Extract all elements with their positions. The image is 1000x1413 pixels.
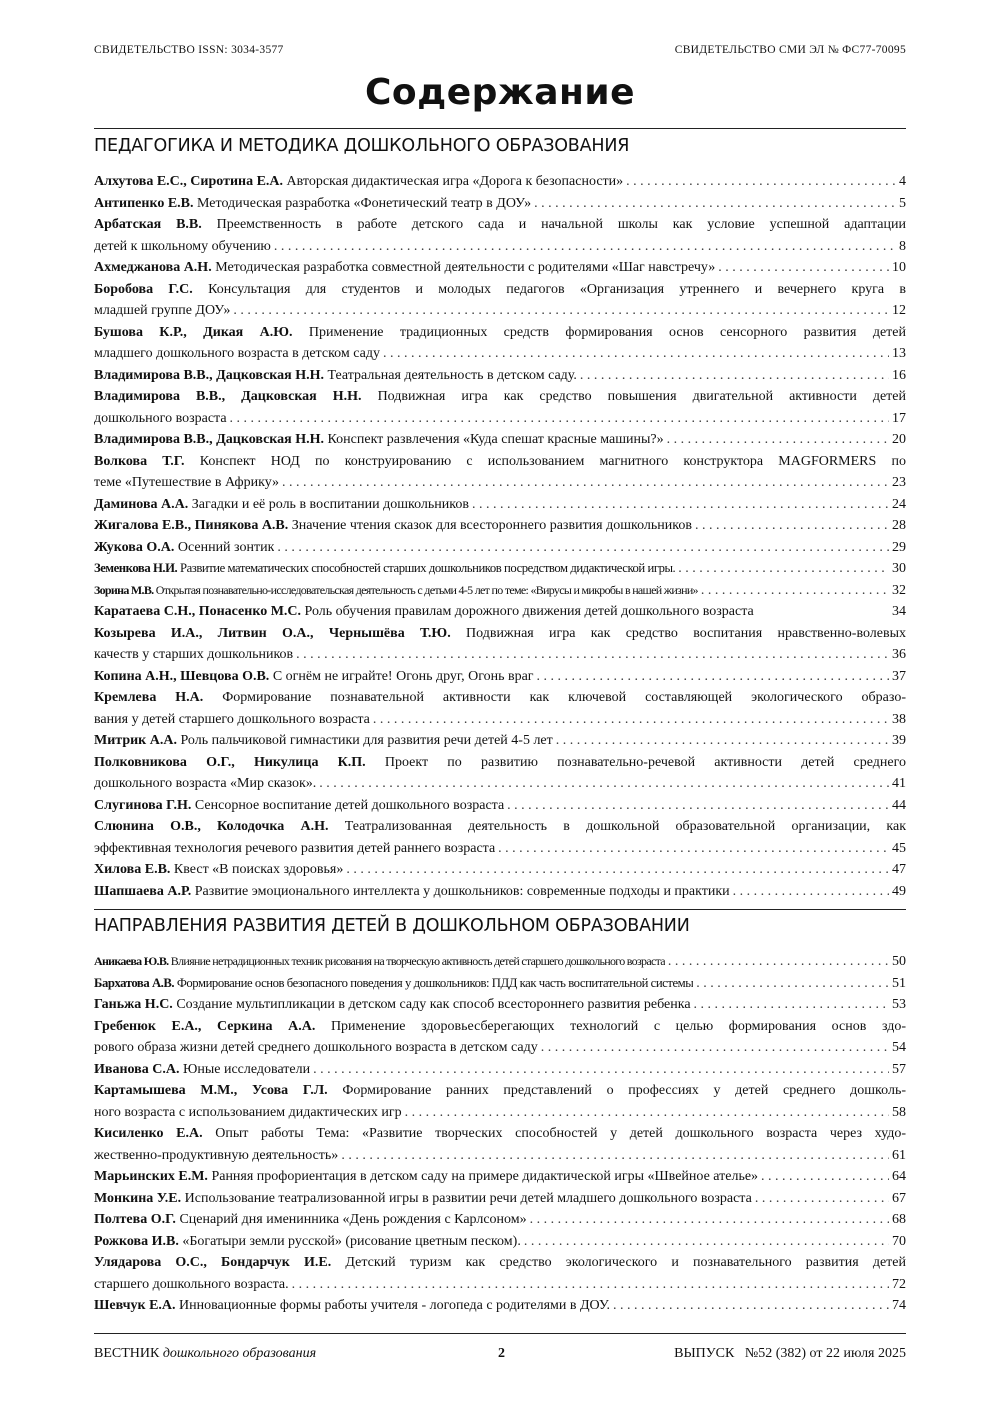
leader-dots xyxy=(383,343,889,365)
leader-dots xyxy=(233,300,889,322)
entry-page-number: 68 xyxy=(892,1212,906,1227)
toc-entry[interactable] xyxy=(94,623,906,666)
leader-dots xyxy=(530,1209,889,1231)
entry-page-number: 61 xyxy=(892,1147,906,1163)
leader-dots xyxy=(274,236,896,258)
entry-page-number: 28 xyxy=(892,518,906,533)
entry-title: Роль пальчиковой гимнастики для развития речи детей 4-5 лет xyxy=(180,733,553,748)
toc-entry[interactable] xyxy=(94,881,906,903)
entry-page-number: 32 xyxy=(892,582,906,598)
entry-title: Загадки и её роль в воспитании дошкольников xyxy=(191,496,469,512)
toc-entry[interactable] xyxy=(94,214,906,257)
leader-dots xyxy=(292,1274,889,1296)
entry-title: жественно-продуктивную деятельность» xyxy=(94,1147,339,1163)
toc-entry[interactable] xyxy=(94,752,906,795)
entry-page-number: 30 xyxy=(892,561,906,576)
toc-entry[interactable] xyxy=(94,951,906,973)
entry-title: Сенсорное воспитание детей дошкольного возраста xyxy=(194,797,505,813)
entry-title: Значение чтения сказок для всестороннего развития дошкольников xyxy=(291,518,692,533)
toc-entry[interactable] xyxy=(94,386,906,429)
entry-page-number: 38 xyxy=(892,711,906,727)
footer-rule xyxy=(94,1333,906,1334)
leader-dots xyxy=(313,1059,889,1081)
entry-title: Подвижная игра как средство воспитания нравственно-волевых xyxy=(466,625,906,641)
entry-title: Влияние нетрадиционных техник рисования на творческую активность детей старшего дошкольного возраста xyxy=(170,954,665,968)
entry-page-number: 57 xyxy=(892,1061,906,1077)
entry-title: Конспект развлечения «Куда спешат красные машины?» xyxy=(327,432,664,447)
entry-title: теме «Путешествие в Африку» xyxy=(94,475,280,490)
entry-page-number: 74 xyxy=(892,1298,906,1313)
leader-dots xyxy=(695,515,889,537)
toc-entry[interactable] xyxy=(94,257,906,279)
entry-title: Инновационные формы работы учителя - логопеда с родителями в ДОУ. xyxy=(179,1298,610,1313)
entry-authors: Антипенко Е.В. xyxy=(94,195,194,211)
issue-info: ВЫПУСК №52 (382) от 22 июля 2025 xyxy=(674,1346,906,1361)
entry-authors: Рожкова И.В. xyxy=(94,1233,179,1249)
entry-page-number: 16 xyxy=(892,367,906,383)
leader-dots xyxy=(319,773,889,795)
leader-dots xyxy=(580,365,889,387)
entry-title: дошкольного возраста «Мир сказок». xyxy=(94,776,317,791)
toc-entry[interactable] xyxy=(94,365,906,387)
entry-authors: Даминова А.А. xyxy=(94,496,189,512)
entry-title: Детский туризм как средство экологического и познавательного развития детей xyxy=(345,1255,906,1270)
entry-title: дошкольного возраста xyxy=(94,410,227,426)
section-rule xyxy=(94,909,906,910)
entry-title: Сценарий дня именинника «День рождения с Карлсоном» xyxy=(179,1212,527,1227)
entry-authors: Владимирова В.В., Дацковская Н.Н. xyxy=(94,389,362,404)
toc-entry[interactable] xyxy=(94,1166,906,1188)
entry-title: Квест «В поисках здоровья» xyxy=(173,862,344,877)
leader-dots xyxy=(405,1102,889,1124)
leader-dots xyxy=(346,859,889,881)
entry-page-number: 37 xyxy=(892,668,906,684)
entry-authors: Слугинова Г.Н. xyxy=(94,797,192,813)
toc-entry[interactable] xyxy=(94,1295,906,1317)
toc-entry[interactable] xyxy=(94,322,906,365)
entry-title: Использование театрализованной игры в развитии речи детей младшего дошкольного возраста xyxy=(184,1190,752,1206)
toc-entry[interactable] xyxy=(94,193,906,215)
entry-authors: Шапшаева А.Р. xyxy=(94,883,192,899)
entry-page-number: 4 xyxy=(899,174,906,189)
toc-entry[interactable] xyxy=(94,494,906,516)
entry-page-number: 50 xyxy=(892,954,906,969)
entry-page-number: 29 xyxy=(892,539,906,555)
entry-authors: Владимирова В.В., Дацковская Н.Н. xyxy=(94,367,325,383)
toc-entry[interactable] xyxy=(94,601,906,623)
toc-entry[interactable] xyxy=(94,1231,906,1253)
entry-title: ного возраста с использованием дидактических игр xyxy=(94,1104,402,1120)
toc-entry[interactable] xyxy=(94,973,906,995)
entry-title: «Богатыри земли русской» (рисование цветным песком). xyxy=(182,1233,521,1249)
entry-page-number: 10 xyxy=(892,260,906,275)
entry-authors: Бушова К.Р., Дикая А.Ю. xyxy=(94,324,293,340)
entry-title: Методическая разработка совместной деятельности с родителями «Шаг навстречу» xyxy=(215,260,716,275)
entry-page-number: 36 xyxy=(892,647,906,662)
entry-title: старшего дошкольного возраста. xyxy=(94,1276,289,1292)
entry-title: Развитие математических способностей старших дошкольников посредством дидактической игры. xyxy=(179,561,676,575)
entry-title: вания у детей старшего дошкольного возраста xyxy=(94,711,370,727)
entry-title: Опыт работы Тема: «Развитие творческих способностей у детей дошкольного возраста через худо- xyxy=(215,1126,907,1141)
entry-authors: Картамышева М.М., Усова Г.Л. xyxy=(94,1083,328,1098)
entry-page-number: 64 xyxy=(892,1169,906,1184)
entry-page-number: 53 xyxy=(892,997,906,1012)
entry-authors: Копина А.Н., Шевцова О.В. xyxy=(94,668,270,684)
entry-authors: Боробова Г.С. xyxy=(94,281,193,297)
entry-authors: Шевчук Е.А. xyxy=(94,1298,176,1313)
entry-page-number: 70 xyxy=(892,1233,906,1249)
entry-page-number: 13 xyxy=(892,346,906,361)
entry-page-number: 45 xyxy=(892,840,906,856)
section-title-directions: НАПРАВЛЕНИЯ РАЗВИТИЯ ДЕТЕЙ В ДОШКОЛЬНОМ ОБРАЗОВАНИИ xyxy=(94,916,690,936)
leader-dots xyxy=(761,1166,889,1188)
section-rule xyxy=(94,128,906,129)
entry-title: Авторская дидактическая игра «Дорога к безопасности» xyxy=(286,174,624,189)
entry-title: Подвижная игра как средство повышения двигательной активности детей xyxy=(377,389,906,404)
entry-authors: Волкова Т.Г. xyxy=(94,453,185,469)
entry-title: Юные исследователи xyxy=(182,1061,311,1077)
leader-dots xyxy=(537,666,889,688)
leader-dots xyxy=(678,558,889,580)
entry-page-number: 49 xyxy=(892,883,906,899)
entry-page-number: 8 xyxy=(899,238,906,254)
toc-entry[interactable] xyxy=(94,1059,906,1081)
page-number: 2 xyxy=(498,1346,505,1361)
entry-page-number: 72 xyxy=(892,1276,906,1292)
toc-list-pedagogy xyxy=(94,171,906,902)
section-title-pedagogy: ПЕДАГОГИКА И МЕТОДИКА ДОШКОЛЬНОГО ОБРАЗОВАНИЯ xyxy=(94,136,630,156)
leader-dots xyxy=(626,171,896,193)
entry-page-number: 12 xyxy=(892,303,906,318)
entry-title: Формирование познавательной активности как ключевой составляющей экологического образо- xyxy=(222,690,906,705)
toc-entry[interactable] xyxy=(94,279,906,322)
toc-entry[interactable] xyxy=(94,1252,906,1295)
leader-dots xyxy=(694,994,889,1016)
entry-authors: Митрик А.А. xyxy=(94,733,177,748)
toc-entry[interactable] xyxy=(94,1188,906,1210)
entry-authors: Иванова С.А. xyxy=(94,1061,180,1077)
media-certificate: СВИДЕТЕЛЬСТВО СМИ ЭЛ № ФС77-70095 xyxy=(674,44,906,56)
entry-page-number: 24 xyxy=(892,496,906,512)
entry-page-number: 47 xyxy=(892,862,906,877)
entry-title: рового образа жизни детей среднего дошкольного возраста в детском саду xyxy=(94,1040,538,1055)
toc-entry[interactable] xyxy=(94,1016,906,1059)
entry-authors: Земенкова Н.И. xyxy=(94,561,178,575)
entry-title: Театральная деятельность в детском саду. xyxy=(327,367,577,383)
entry-authors: Кремлева Н.А. xyxy=(94,690,204,705)
toc-entry[interactable] xyxy=(94,687,906,730)
journal-name: ВЕСТНИК дошкольного образования xyxy=(94,1346,317,1361)
entry-authors: Козырева И.А., Литвин О.А., Чернышёва Т.Ю. xyxy=(94,625,451,641)
toc-entry[interactable] xyxy=(94,795,906,817)
entry-page-number: 34 xyxy=(892,604,906,619)
entry-title: Развитие эмоционального интеллекта у дошкольников: современные подходы и практики xyxy=(194,883,730,899)
entry-page-number: 17 xyxy=(892,410,906,426)
leader-dots xyxy=(472,494,889,516)
issn-certificate: СВИДЕТЕЛЬСТВО ISSN: 3034-3577 xyxy=(94,44,284,56)
entry-authors: Полтева О.Г. xyxy=(94,1212,176,1227)
entry-authors: Хилова Е.В. xyxy=(94,862,171,877)
journal-name-italic: дошкольного образования xyxy=(162,1346,317,1361)
leader-dots xyxy=(613,1295,889,1317)
entry-title: качеств у старших дошкольников xyxy=(94,647,294,662)
leader-dots xyxy=(755,1188,889,1210)
entry-authors: Ахмеджанова А.Н. xyxy=(94,260,212,275)
leader-dots xyxy=(541,1037,889,1059)
leader-dots xyxy=(230,408,889,430)
toc-entry[interactable] xyxy=(94,515,906,537)
entry-title: Проект по развитию познавательно-речевой активности детей среднего xyxy=(384,754,907,770)
leader-dots xyxy=(668,951,889,973)
leader-dots xyxy=(696,973,889,995)
entry-title: Ранняя профориентация в детском саду на примере дидактической игры «Швейное ателье» xyxy=(211,1169,759,1184)
leader-dots xyxy=(507,795,889,817)
toc-entry[interactable] xyxy=(94,994,906,1016)
leader-dots xyxy=(282,472,889,494)
entry-authors: Бархатова А.В. xyxy=(94,975,175,990)
entry-page-number: 5 xyxy=(899,195,906,211)
entry-page-number: 23 xyxy=(892,475,906,490)
entry-authors: Аникаева Ю.В. xyxy=(94,954,169,968)
leader-dots xyxy=(667,429,889,451)
entry-title: Консультация для студентов и молодых педагогов «Организация утреннего и вечернего круга в xyxy=(208,281,906,297)
entry-authors: Арбатская В.В. xyxy=(94,217,202,232)
entry-page-number: 44 xyxy=(892,797,906,813)
leader-dots xyxy=(556,730,889,752)
entry-authors: Слюнина О.В., Колодочка А.Н. xyxy=(94,819,329,834)
toc-entry[interactable] xyxy=(94,1209,906,1231)
leader-dots xyxy=(498,838,889,860)
page-title: Содержание xyxy=(364,72,636,113)
entry-page-number: 51 xyxy=(892,975,906,991)
entry-title: эффективная технология речевого развития детей раннего возраста xyxy=(94,840,496,856)
toc-entry[interactable] xyxy=(94,558,906,580)
entry-authors: Каратаева С.Н., Понасенко М.С. xyxy=(94,604,302,619)
toc-entry[interactable] xyxy=(94,859,906,881)
leader-dots xyxy=(718,257,889,279)
entry-page-number: 39 xyxy=(892,733,906,748)
entry-authors: Монкина У.Е. xyxy=(94,1190,182,1206)
entry-title: младшей группе ДОУ» xyxy=(94,303,231,318)
entry-title: Роль обучения правилам дорожного движения детей дошкольного возраста xyxy=(304,604,754,619)
leader-dots xyxy=(296,644,889,666)
entry-title: Открытая познавательно-исследовательская деятельность с детьми 4-5 лет по теме: «Вирусы и микробы в нашей жизни» xyxy=(155,582,698,597)
leader-dots xyxy=(701,580,889,602)
entry-page-number: 54 xyxy=(892,1040,906,1055)
toc-entry[interactable] xyxy=(94,451,906,494)
leader-dots xyxy=(373,709,889,731)
entry-authors: Жигалова Е.В., Пинякова А.В. xyxy=(94,518,289,533)
entry-authors: Марьинских Е.М. xyxy=(94,1169,208,1184)
entry-page-number: 20 xyxy=(892,432,906,447)
toc-entry[interactable] xyxy=(94,1080,906,1123)
entry-authors: Алхутова Е.С., Сиротина Е.А. xyxy=(94,174,284,189)
entry-title: С огнём не играйте! Огонь друг, Огонь враг xyxy=(272,668,534,684)
toc-list-directions xyxy=(94,951,906,1317)
entry-authors: Зорина М.В. xyxy=(94,582,154,597)
entry-title: Преемственность в работе детского сада и начальной школы как условие успешной адаптации xyxy=(216,217,906,232)
toc-entry[interactable] xyxy=(94,1123,906,1166)
leader-dots xyxy=(277,537,889,559)
leader-dots xyxy=(524,1231,889,1253)
toc-entry[interactable] xyxy=(94,666,906,688)
toc-entry[interactable] xyxy=(94,730,906,752)
entry-title: Осенний зонтик xyxy=(177,539,275,555)
entry-authors: Кисиленко Е.А. xyxy=(94,1126,203,1141)
leader-dots xyxy=(341,1145,889,1167)
entry-title: Формирование ранних представлений о профессиях у детей среднего дошколь- xyxy=(342,1083,906,1098)
entry-page-number: 58 xyxy=(892,1104,906,1120)
entry-page-number: 41 xyxy=(892,776,906,791)
entry-page-number: 67 xyxy=(892,1190,906,1206)
entry-title: Применение традиционных средств формирования основ сенсорного развития детей xyxy=(308,324,906,340)
entry-authors: Полковникова О.Г., Никулица К.П. xyxy=(94,754,366,770)
entry-title: младшего дошкольного возраста в детском саду xyxy=(94,346,380,361)
toc-entry[interactable] xyxy=(94,580,906,602)
toc-entry[interactable] xyxy=(94,171,906,193)
toc-entry[interactable] xyxy=(94,429,906,451)
toc-entry[interactable] xyxy=(94,816,906,859)
leader-dots xyxy=(733,881,889,903)
entry-authors: Ганьжа Н.С. xyxy=(94,997,173,1012)
entry-title: Методическая разработка «Фонетический театр в ДОУ» xyxy=(197,195,532,211)
entry-authors: Улядарова О.С., Бондарчук И.Е. xyxy=(94,1255,332,1270)
entry-title: Создание мультипликации в детском саду как способ всестороннего развития ребенка xyxy=(176,997,691,1012)
entry-title: Конспект НОД по конструированию с использованием магнитного конструктора MAGFORMERS по xyxy=(199,453,906,469)
leader-dots xyxy=(534,193,896,215)
entry-authors: Жукова О.А. xyxy=(94,539,175,555)
toc-entry[interactable] xyxy=(94,537,906,559)
entry-title: Театрализованная деятельность в дошкольной образовательной организации, как xyxy=(344,819,907,834)
entry-authors: Гребенюк Е.А., Серкина А.А. xyxy=(94,1018,316,1034)
entry-title: Применение здоровьесберегающих технологий с целью формирования основ здо- xyxy=(330,1018,907,1034)
entry-authors: Владимирова В.В., Дацковская Н.Н. xyxy=(94,432,325,447)
entry-title: Формирование основ безопасного поведения у дошкольников: ПДД как часть воспитательной системы xyxy=(176,975,694,990)
entry-title: детей к школьному обучению xyxy=(94,238,271,254)
